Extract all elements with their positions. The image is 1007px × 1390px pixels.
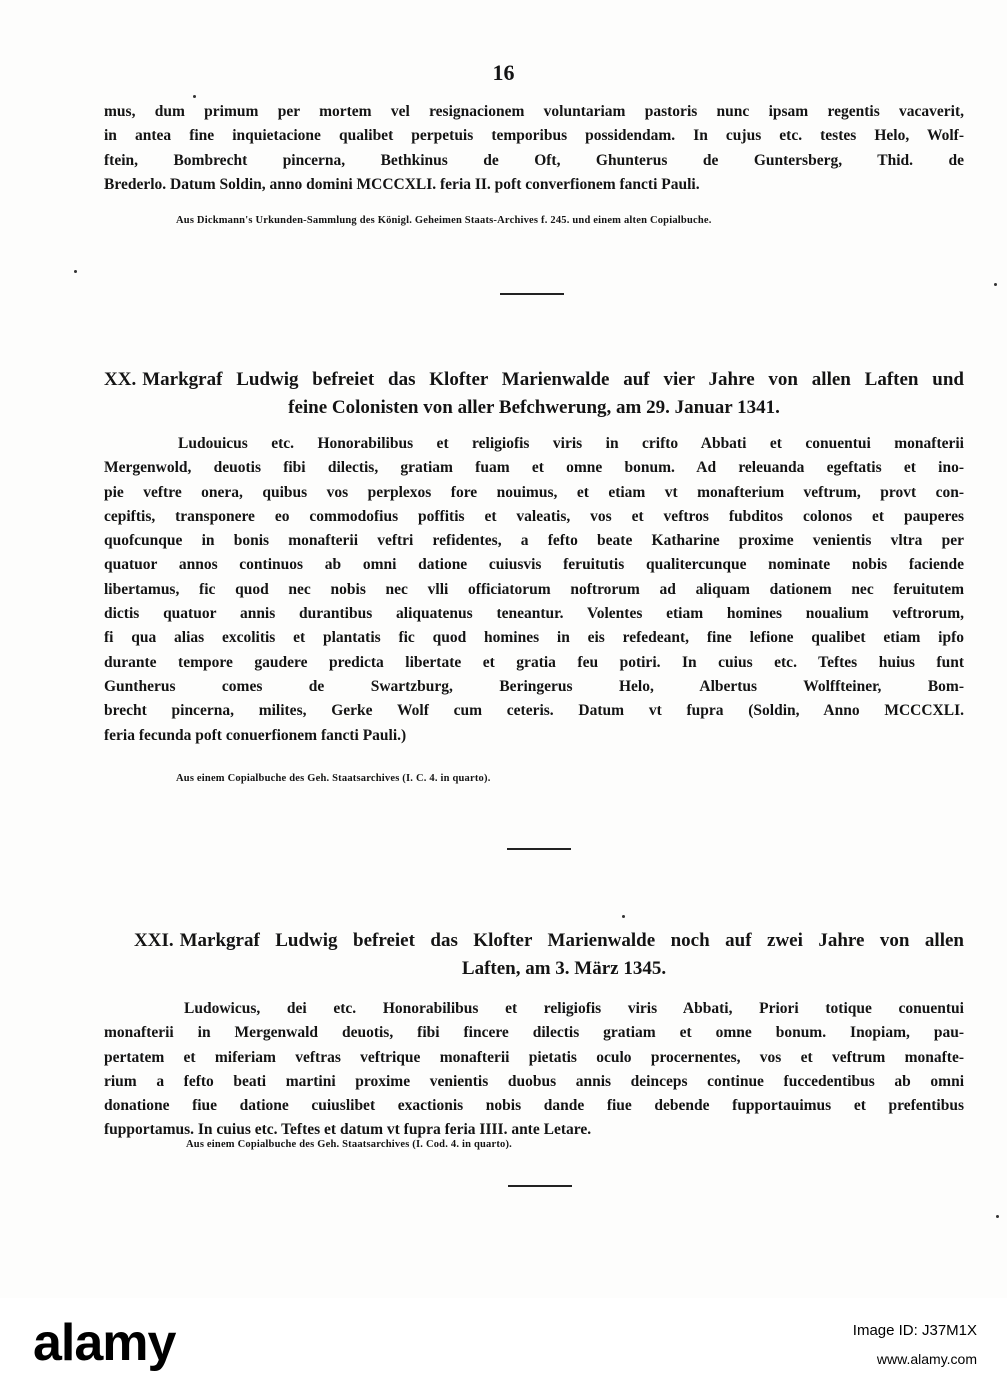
text-line: Guntherus comes de Swartzburg, Beringerus Helo, Albertus Wolffteiner, Bom- <box>104 677 964 695</box>
text-line: libertamus, fic quod nec nobis nec vlli officiatorum noftrorum ad aliquam dationem nec feruitutem <box>104 580 964 598</box>
text-line: quatuor annos continuos ab omni datione cuiusvis feruitutis qualitercunque nominate nobis faciende <box>104 556 964 574</box>
scan-speck <box>193 95 196 98</box>
scan-speck <box>994 283 997 286</box>
source-note: Aus einem Copialbuche des Geh. Staatsarchives (I. Cod. 4. in quarto). <box>186 1139 513 1150</box>
text-line: Mergenwold, deuotis fibi dilectis, gratiam fuam et omne bonum. Ad releuanda egeftatis et ino- <box>104 459 964 477</box>
section-divider <box>508 1185 572 1187</box>
text-line: fi qua alias excolitis et plantatis fic quod homines in eis refedeant, fine lefione qualibet etiam ipfo <box>104 629 964 647</box>
text-line: donatione fiue datione cuiuslibet exactionis nobis dande fiue debende fupportauimus et prefentibus <box>104 1097 964 1115</box>
section-divider <box>507 848 571 850</box>
text-line: Ludouicus etc. Honorabilibus et religiofis viris in crifto Abbati et conuentui monafterii <box>178 435 964 452</box>
watermark-url: www.alamy.com <box>876 1351 977 1367</box>
page-number: 16 <box>492 60 515 85</box>
section-numeral: XX. <box>104 369 137 390</box>
text-line: monafterii in Mergenwald deuotis, fibi fincere dilectis gratiam et omne bonum. Inopiam, pau- <box>104 1024 964 1042</box>
text-line: feria fecunda poft conuerfionem fancti Pauli.) <box>104 726 407 744</box>
text-line: Brederlo. Datum Soldin, anno domini MCCCXLI. feria II. poft converfionem fancti Pauli. <box>104 175 700 193</box>
source-note: Aus einem Copialbuche des Geh. Staatsarchives (I. C. 4. in quarto). <box>176 773 491 784</box>
text-line: mus, dum primum per mortem vel resignacionem voluntariam pastoris nunc ipsam regentis vacaverit, <box>104 103 964 120</box>
text-line: rium a fefto beati martini proxime venientis duobus annis deinceps continue fuccedentibus ab omni <box>104 1072 964 1090</box>
image-id-label: Image ID: J37M1X <box>852 1322 977 1339</box>
section-heading-xx <box>104 366 964 422</box>
alamy-logo: alamy <box>33 1314 176 1372</box>
heading-text: Markgraf Ludwig befreiet das Klofter Marienwalde auf vier Jahre von allen Laften und <box>142 369 964 390</box>
heading-text: Markgraf Ludwig befreiet das Klofter Marienwalde noch auf zwei Jahre von allen <box>179 930 964 951</box>
scan-speck <box>996 1215 999 1218</box>
text-line: in antea fine inquietacione qualibet perpetuis temporibus possidendam. In cujus etc. testes Helo, Wolf- <box>104 127 964 145</box>
text-line: durante tempore gaudere predicta libertate et gratia feu potiri. In cuius etc. Teftes huius funt <box>104 653 964 671</box>
heading-text: Laften, am 3. März 1345. <box>461 958 667 979</box>
text-line: brecht pincerna, milites, Gerke Wolf cum ceteris. Datum vt fupra (Soldin, Anno MCCCXLI. <box>104 702 964 720</box>
text-line: pie veftre onera, quibus vos perplexos fore nouimus, et etiam vt monafterium veftrum, provt con- <box>104 483 964 501</box>
text-line: Ludowicus, dei etc. Honorabilibus et religiofis viris Abbati, Priori totique conuentui <box>184 1000 964 1017</box>
text-line: ftein, Bombrecht pincerna, Bethkinus de Oft, Ghunterus de Guntersberg, Thid. de <box>104 151 964 169</box>
source-note: Aus Dickmann's Urkunden-Sammlung des Königl. Geheimen Staats-Archives f. 245. und einem alten Copialbuche. <box>176 215 712 226</box>
scan-speck <box>74 270 77 273</box>
heading-text: feine Colonisten von aller Befchwerung, am 29. Januar 1341. <box>288 397 780 418</box>
text-line: quofcunque in bonis monafterii veftri refidentes, a fefto beate Katharine proxime venientis vltra per <box>104 532 964 550</box>
section-heading-xxi <box>104 927 964 983</box>
section-divider <box>500 293 564 295</box>
text-line: fupportamus. In cuius etc. Teftes et datum vt fupra feria IIII. ante Letare. <box>104 1121 592 1139</box>
text-line: pertatem et miferiam veftras veftrique monafterii pietatis oculo procernentes, vos et veftrum monafte- <box>104 1048 964 1066</box>
document-xx-text <box>104 432 964 748</box>
scan-speck <box>622 915 625 918</box>
text-line: dictis quatuor annis durantibus aliquatenus teneantur. Volentes etiam homines noualium veftrorum, <box>104 605 964 623</box>
document-xxi-text <box>104 997 964 1143</box>
previous-document-text <box>104 100 964 197</box>
section-numeral: XXI. <box>134 930 174 951</box>
text-line: cepiftis, transponere eo commodofius poffitis et valeatis, vos et veftros fubditos colonos et pauperes <box>104 507 964 525</box>
